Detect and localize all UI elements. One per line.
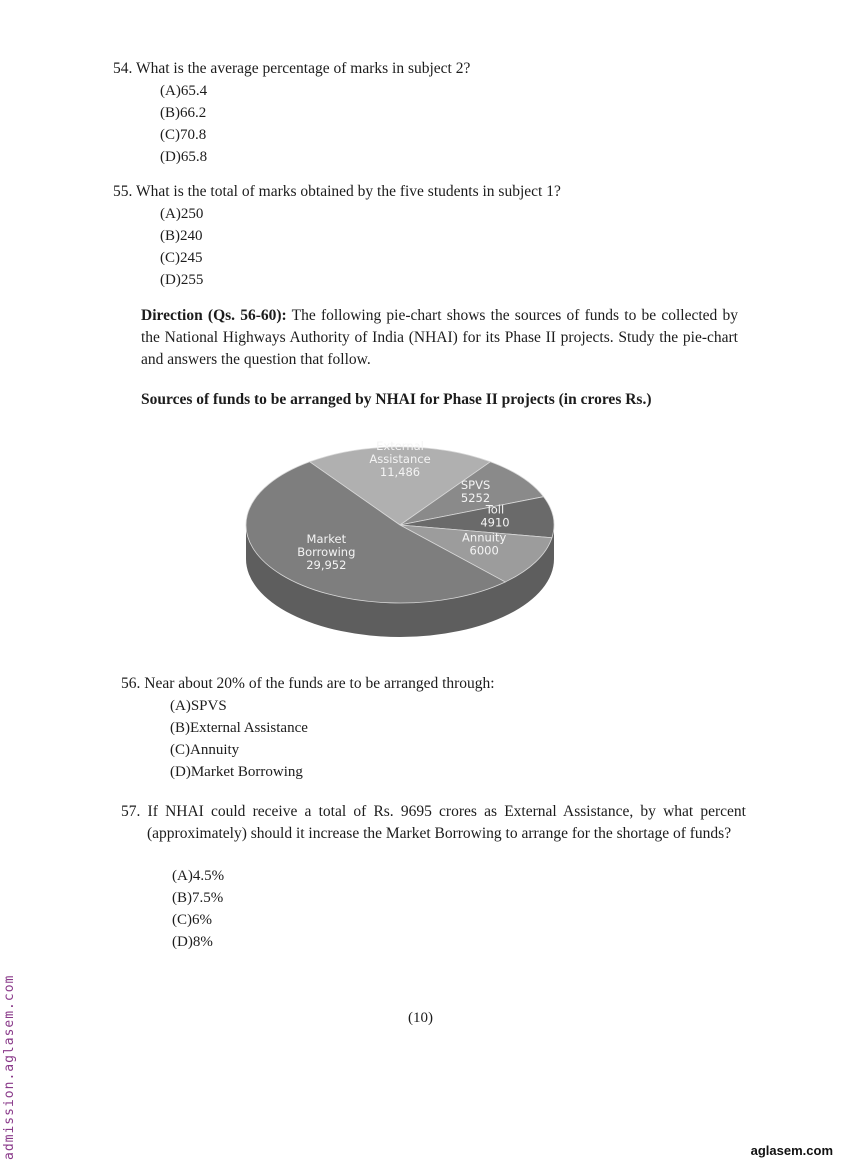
- chart-title: Sources of funds to be arranged by NHAI for Phase II projects (in crores Rs.): [141, 391, 652, 408]
- question-57: 57. If NHAI could receive a total of Rs. 9695 crores as External Assistance, by what percent (approximately) should it increase the Market Borrowing to arrange for the shortage of funds?: [121, 803, 746, 842]
- option-d: (D)255: [160, 272, 204, 288]
- option-b: (B)66.2: [160, 105, 207, 121]
- option-b: (B)7.5%: [172, 890, 224, 906]
- page-number: (10): [408, 1010, 433, 1026]
- option-a: (A)65.4: [160, 83, 208, 99]
- pie-label-toll: Toll 4910: [480, 502, 510, 530]
- pie-label-external-assistance: External Assistance 11,486: [369, 439, 431, 480]
- question-55: 55. What is the total of marks obtained by the five students in subject 1?: [113, 183, 561, 200]
- option-a: (A)250: [160, 206, 204, 222]
- option-a: (A)SPVS: [170, 698, 227, 714]
- option-c: (C)70.8: [160, 127, 207, 143]
- option-a: (A)4.5%: [172, 868, 225, 884]
- question-57-options: [172, 865, 224, 953]
- option-c: (C)Annuity: [170, 742, 240, 758]
- pie-label-annuity: Annuity 6000: [462, 530, 507, 558]
- question-54-options: [160, 80, 207, 168]
- direction-paragraph: [141, 305, 738, 371]
- option-d: (D)8%: [172, 934, 213, 950]
- question-55-options: [160, 203, 203, 291]
- question-56: 56. Near about 20% of the funds are to be arranged through:: [121, 675, 495, 692]
- direction-text: The following pie-chart shows the sources of funds to be collected by the National Highways Authority of India (NHAI) for its Phase II projects. Study the pie-chart and answers the question that follow.: [141, 307, 738, 368]
- option-d: (D)65.8: [160, 149, 208, 165]
- brand-watermark: aglasem.com: [750, 1143, 833, 1158]
- option-d: (D)Market Borrowing: [170, 764, 303, 780]
- side-watermark: admission.aglasem.com: [2, 974, 17, 1160]
- option-b: (B)240: [160, 228, 203, 244]
- pie-label-market-borrowing: Market Borrowing 29,952: [297, 531, 356, 572]
- question-54: 54. What is the average percentage of marks in subject 2?: [113, 60, 471, 77]
- question-56-options: [170, 695, 308, 783]
- pie-label-spvs: SPVS 5252: [460, 477, 491, 505]
- direction-label: Direction (Qs. 56-60):: [141, 307, 287, 324]
- pie-chart: [240, 430, 560, 655]
- option-c: (C)6%: [172, 912, 212, 928]
- option-c: (C)245: [160, 250, 203, 266]
- option-b: (B)External Assistance: [170, 720, 308, 736]
